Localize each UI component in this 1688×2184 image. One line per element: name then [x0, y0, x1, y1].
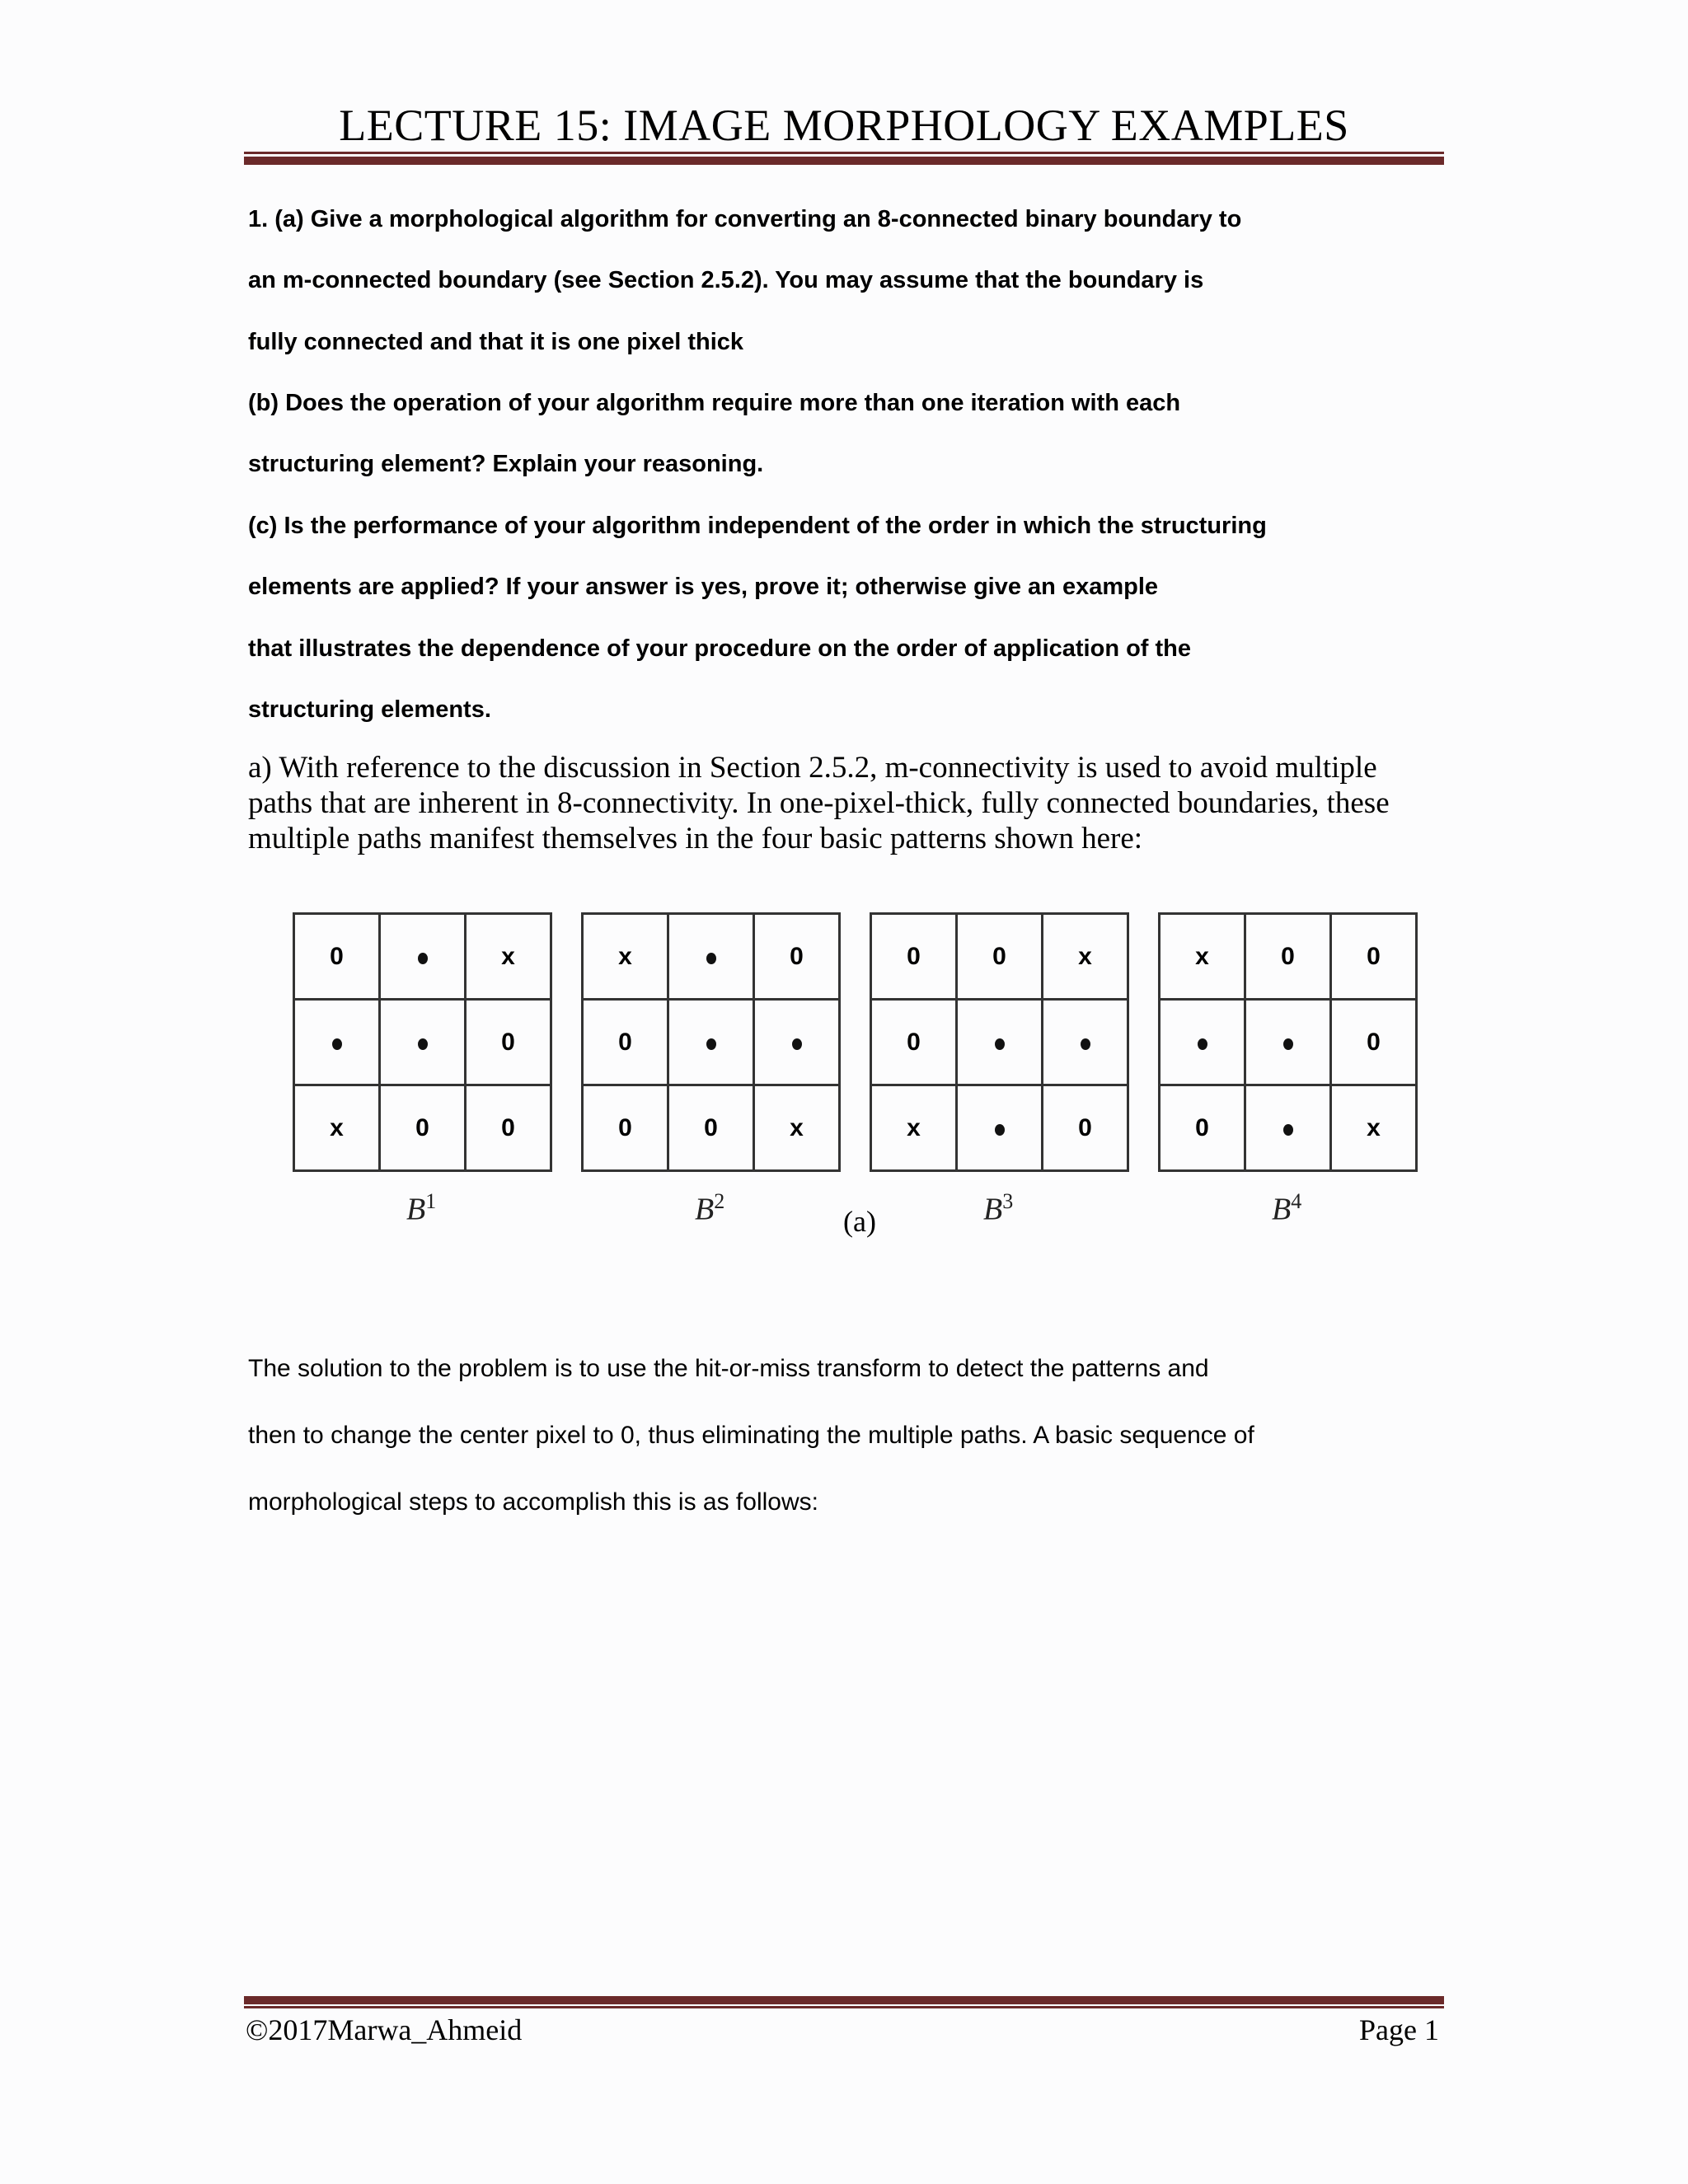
foreground-dot-icon — [995, 1124, 1005, 1136]
grid-cell: x — [466, 914, 551, 1000]
grid-cell: x — [583, 914, 668, 1000]
grid-cell — [754, 1000, 840, 1085]
question-line: structuring element? Explain your reasoning. — [248, 451, 764, 477]
foreground-dot-icon — [1198, 1038, 1207, 1050]
question-line: elements are applied? If your answer is yes, prove it; otherwise give an example — [248, 574, 1159, 600]
grid-cell: x — [754, 1085, 840, 1171]
header-rule-thick — [244, 157, 1444, 165]
structuring-element-label: $B^3$ — [983, 1189, 1014, 1227]
grid-cell: 0 — [668, 1085, 754, 1171]
grid-cell — [1043, 1000, 1128, 1085]
foreground-dot-icon — [418, 1038, 428, 1050]
grid-cell — [957, 1000, 1043, 1085]
footer-copyright: ©2017Marwa_Ahmeid — [246, 2013, 523, 2046]
grid-cell: x — [871, 1085, 957, 1171]
answer-line: multiple paths manifest themselves in the four basic patterns shown here: — [248, 822, 1143, 855]
foreground-dot-icon — [1081, 1038, 1090, 1050]
solution-line: then to change the center pixel to 0, thus eliminating the multiple paths. A basic sequence of — [248, 1422, 1254, 1449]
question-line: that illustrates the dependence of your procedure on the order of application of the — [248, 635, 1192, 662]
grid-cell: x — [1160, 914, 1245, 1000]
footer-rule-thick — [244, 1996, 1444, 2004]
grid-cell: x — [294, 1085, 380, 1171]
foreground-dot-icon — [1283, 1038, 1293, 1050]
page-title: LECTURE 15: IMAGE MORPHOLOGY EXAMPLES — [339, 101, 1349, 150]
grid-cell — [957, 1085, 1043, 1171]
solution-line: morphological steps to accomplish this is as follows: — [248, 1488, 818, 1516]
foreground-dot-icon — [706, 953, 716, 964]
structuring-element-grid — [870, 912, 1129, 1172]
foreground-dot-icon — [1283, 1124, 1293, 1136]
grid-cell: 0 — [1331, 1000, 1417, 1085]
question-line: (b) Does the operation of your algorithm require more than one iteration with each — [248, 390, 1181, 416]
answer-paragraph — [248, 750, 1451, 856]
grid-cell: 0 — [583, 1085, 668, 1171]
grid-cell: 0 — [466, 1000, 551, 1085]
solution-line: The solution to the problem is to use the hit-or-miss transform to detect the patterns and — [248, 1355, 1209, 1382]
structuring-element-grid — [1158, 912, 1418, 1172]
footer-rule-thin — [244, 2006, 1444, 2008]
grid-cell: 0 — [466, 1085, 551, 1171]
foreground-dot-icon — [792, 1038, 802, 1050]
foreground-dot-icon — [418, 953, 428, 964]
figure-panel-label: (a) — [843, 1205, 876, 1238]
question-line: structuring elements. — [248, 696, 491, 723]
grid-cell — [668, 1000, 754, 1085]
grid-cell — [1245, 1000, 1331, 1085]
grid-cell: 0 — [957, 914, 1043, 1000]
grid-cell: 0 — [754, 914, 840, 1000]
structuring-element-grid — [581, 912, 841, 1172]
grid-cell: 0 — [380, 1085, 466, 1171]
grid-cell: 0 — [871, 1000, 957, 1085]
foreground-dot-icon — [995, 1038, 1005, 1050]
grid-cell: x — [1043, 914, 1128, 1000]
grid-cell: 0 — [583, 1000, 668, 1085]
grid-cell — [668, 914, 754, 1000]
structuring-element-grid — [293, 912, 552, 1172]
footer-page-number: Page 1 — [1359, 2013, 1439, 2046]
grid-cell — [1245, 1085, 1331, 1171]
grid-cell — [380, 914, 466, 1000]
answer-line: paths that are inherent in 8-connectivity. In one-pixel-thick, fully connected boundaries, these — [248, 786, 1390, 820]
question-line: (c) Is the performance of your algorithm independent of the order in which the structuring — [248, 513, 1267, 539]
grid-cell: 0 — [1331, 914, 1417, 1000]
grid-cell — [1160, 1000, 1245, 1085]
foreground-dot-icon — [706, 1038, 716, 1050]
grid-cell: 0 — [1245, 914, 1331, 1000]
question-line: an m-connected boundary (see Section 2.5.2). You may assume that the boundary is — [248, 267, 1204, 293]
grid-cell: x — [1331, 1085, 1417, 1171]
structuring-element-label: $B^4$ — [1272, 1189, 1302, 1227]
question-line: fully connected and that it is one pixel thick — [248, 329, 744, 355]
structuring-elements-figure — [293, 909, 1430, 1255]
header-rule-thin — [244, 152, 1444, 154]
answer-line: a) With reference to the discussion in Section 2.5.2, m-connectivity is used to avoid multiple — [248, 751, 1377, 785]
grid-cell: 0 — [1043, 1085, 1128, 1171]
grid-cell — [380, 1000, 466, 1085]
solution-paragraph — [248, 1335, 1484, 1535]
grid-cell: 0 — [871, 914, 957, 1000]
structuring-element-label: $B^1$ — [406, 1189, 437, 1227]
foreground-dot-icon — [332, 1038, 342, 1050]
grid-cell — [294, 1000, 380, 1085]
grid-cell: 0 — [294, 914, 380, 1000]
question-line: 1. (a) Give a morphological algorithm for converting an 8-connected binary boundary to — [248, 206, 1242, 232]
structuring-element-label: $B^2$ — [695, 1189, 725, 1227]
grid-cell: 0 — [1160, 1085, 1245, 1171]
